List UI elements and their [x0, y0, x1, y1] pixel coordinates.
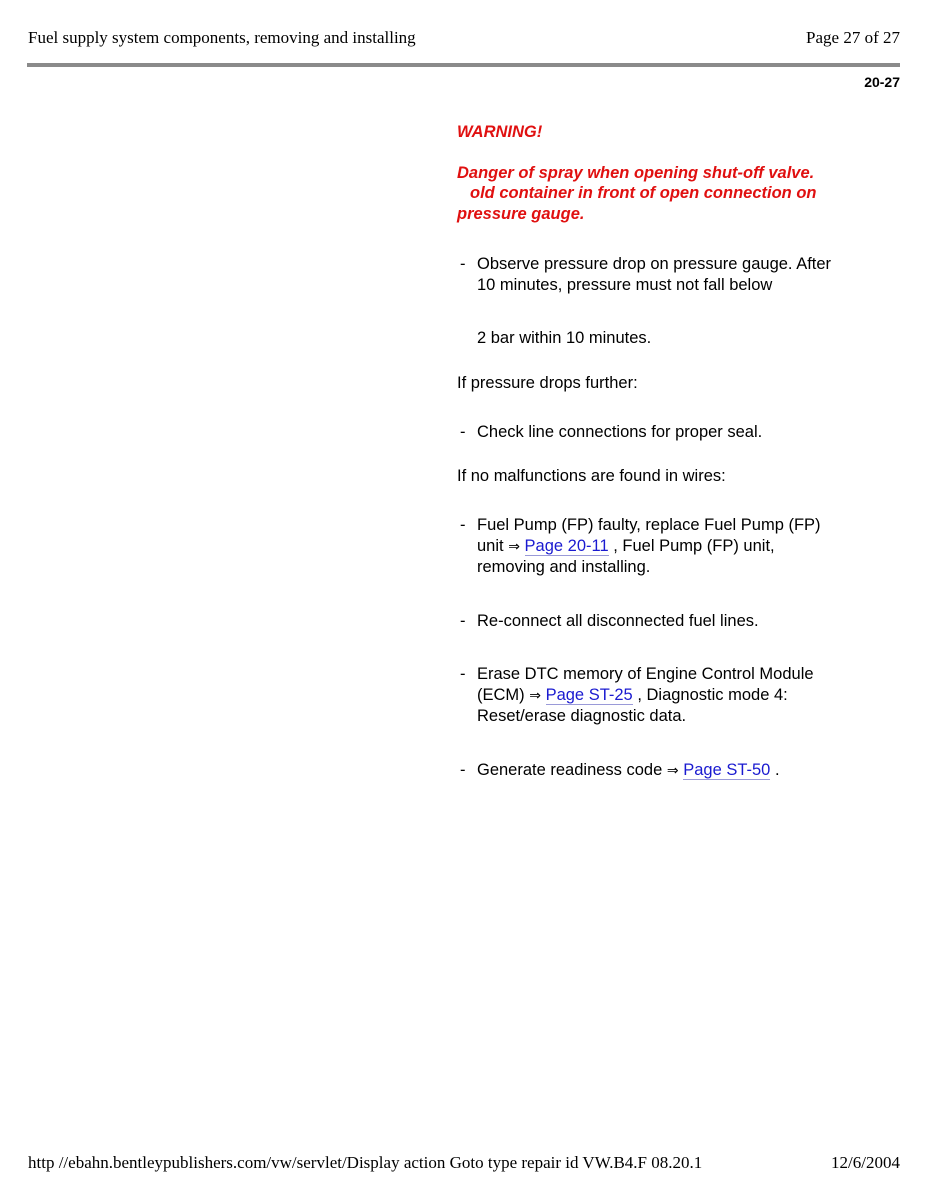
- page-st-50-link[interactable]: Page ST-50: [683, 760, 771, 779]
- double-right-arrow-icon: ⇒: [529, 687, 541, 704]
- warning-heading: WARNING!: [457, 123, 543, 141]
- step-observe-continuation: 2 bar within 10 minutes.: [477, 329, 652, 347]
- step-dash: -: [460, 760, 466, 779]
- step-dash: -: [460, 611, 466, 630]
- step-text: Re-connect all disconnected fuel lines.: [477, 611, 759, 630]
- step-text-line-1: Observe pressure drop on pressure gauge. After: [477, 255, 832, 273]
- page-st-25-link[interactable]: Page ST-25: [545, 685, 633, 704]
- step-text: [477, 760, 887, 782]
- footer: [28, 1153, 900, 1173]
- warning-line-3: pressure gauge.: [457, 204, 585, 223]
- step-replace-fuel-pump: [457, 515, 887, 578]
- warning-line-1: Danger of spray when opening shut-off valve.: [457, 163, 815, 182]
- step-check-seal: [457, 422, 887, 443]
- step-text-suffix: , Diagnostic mode 4:: [637, 685, 788, 704]
- step-observe-pressure: [457, 254, 887, 295]
- step-text: Check line connections for proper seal.: [477, 423, 763, 441]
- step-dash: -: [460, 516, 466, 534]
- step-text-suffix: , Fuel Pump (FP) unit,: [613, 536, 775, 555]
- procedure-content: [457, 122, 887, 781]
- step-reconnect-lines: [457, 611, 887, 632]
- step-dash: -: [460, 665, 466, 683]
- step-generate-readiness: [457, 760, 887, 782]
- section-number: 20-27: [864, 74, 900, 90]
- header-title: Fuel supply system components, removing and installing: [28, 28, 416, 47]
- condition-pressure-drops: If pressure drops further:: [457, 373, 638, 392]
- page-20-11-link[interactable]: Page 20-11: [524, 536, 609, 555]
- footer-url: http //ebahn.bentleypublishers.com/vw/servlet/Display action Goto type repair id VW.B4.F 08.20.1: [28, 1153, 703, 1172]
- step-text-prefix: (ECM): [477, 685, 525, 704]
- step-erase-dtc: [457, 664, 887, 727]
- step-text-line-3: removing and installing.: [477, 558, 651, 576]
- step-text-line-1: Erase DTC memory of Engine Control Module: [477, 665, 814, 683]
- step-text-line-2: 10 minutes, pressure must not fall below: [477, 275, 773, 294]
- double-right-arrow-icon: ⇒: [508, 538, 520, 555]
- warning-line-2: old container in front of open connection on: [470, 184, 817, 202]
- condition-no-malfunctions: If no malfunctions are found in wires:: [457, 466, 726, 485]
- header-divider: [27, 63, 900, 67]
- step-dash: -: [460, 255, 466, 273]
- step-text-line-2: [477, 536, 887, 558]
- step-text-line-1: Fuel Pump (FP) faulty, replace Fuel Pump (FP): [477, 516, 821, 534]
- step-text-prefix: unit: [477, 536, 504, 555]
- step-text-line-3: Reset/erase diagnostic data.: [477, 707, 687, 725]
- warning-text: [457, 163, 887, 225]
- step-dash: -: [460, 423, 466, 441]
- page-indicator: Page 27 of 27: [806, 28, 900, 47]
- step-text-suffix: .: [774, 760, 780, 779]
- double-right-arrow-icon: ⇒: [666, 762, 679, 779]
- footer-date: 12/6/2004: [831, 1153, 900, 1172]
- step-text-line-2: [477, 685, 887, 707]
- step-text-prefix: Generate readiness code: [477, 760, 663, 779]
